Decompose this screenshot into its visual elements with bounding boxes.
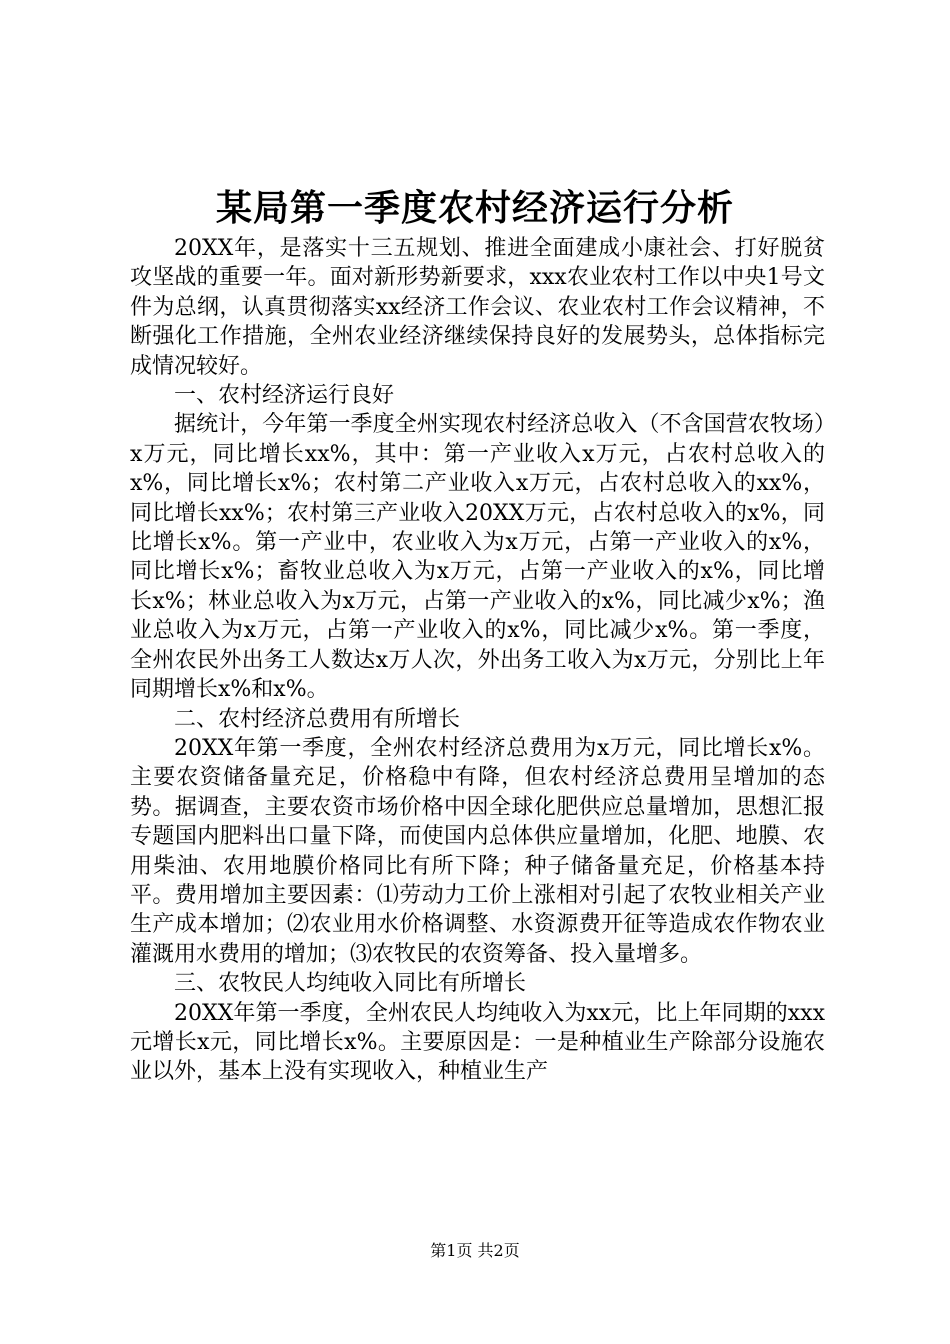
section-heading-3: 三、农牧民人均纯收入同比有所增长 [174,971,527,997]
document-title: 某局第一季度农村经济运行分析 [215,187,734,229]
page-footer: 第1页 共2页 [430,1241,520,1260]
section-heading-1: 一、农村经济运行良好 [174,383,395,409]
section-heading-2: 二、农村经济总费用有所增长 [174,706,461,732]
section-2-paragraph: 20XX年第一季度，全州农村经济总费用为x万元，同比增长x%。主要农资储备量充足，价格稳中有降，但农村经济总费用呈增加的态势。据调查，主要农资市场价格中因全球化肥供应总量增加，思想汇报专题国内肥料出口量下降，而使国内总体供应量增加，化肥、地膜、农用柴油、农用地膜价格同比有所下降；种子储备量充足，价格基本持平。费用增加主要因素：⑴劳动力工价上涨相对引起了农牧业相关产业生产成本增加；⑵农业用水价格调整、水资源费开征等造成农作物农业灌溉用水费用的增加；⑶农牧民的农资筹备、投入量增多。 [130,735,825,967]
document-body [130,234,825,1087]
intro-paragraph: 20XX年，是落实十三五规划、推进全面建成小康社会、打好脱贫攻坚战的重要一年。面对新形势新要求，xxx农业农村工作以中央1号文件为总纲，认真贯彻落实xx经济工作会议、农业农村工作会议精神，不断强化工作措施，全州农业经济继续保持良好的发展势头，总体指标完成情况较好。 [130,236,825,379]
section-3-paragraph: 20XX年第一季度，全州农民人均纯收入为xx元，比上年同期的xxx元增长x元，同比增长x%。主要原因是：一是种植业生产除部分设施农业以外，基本上没有实现收入，种植业生产 [130,1000,825,1085]
section-1-paragraph: 据统计，今年第一季度全州实现农村经济总收入（不含国营农牧场）x万元，同比增长xx%，其中：第一产业收入x万元，占农村总收入的x%，同比增长x%；农村第二产业收入x万元，占农村总收入的xx%，同比增长xx%；农村第三产业收入20XX万元，占农村总收入的x%，同比增长x%。第一产业中，农业收入为x万元，占第一产业收入的x%，同比增长x%；畜牧业总收入为x万元，占第一产业收入的x%，同比增长x%；林业总收入为x万元，占第一产业收入的x%，同比减少x%；渔业总收入为x万元，占第一产业收入的x%，同比减少x%。第一季度，全州农民外出务工人数达x万人次，外出务工收入为x万元，分别比上年同期增长x%和x%。 [130,412,826,703]
